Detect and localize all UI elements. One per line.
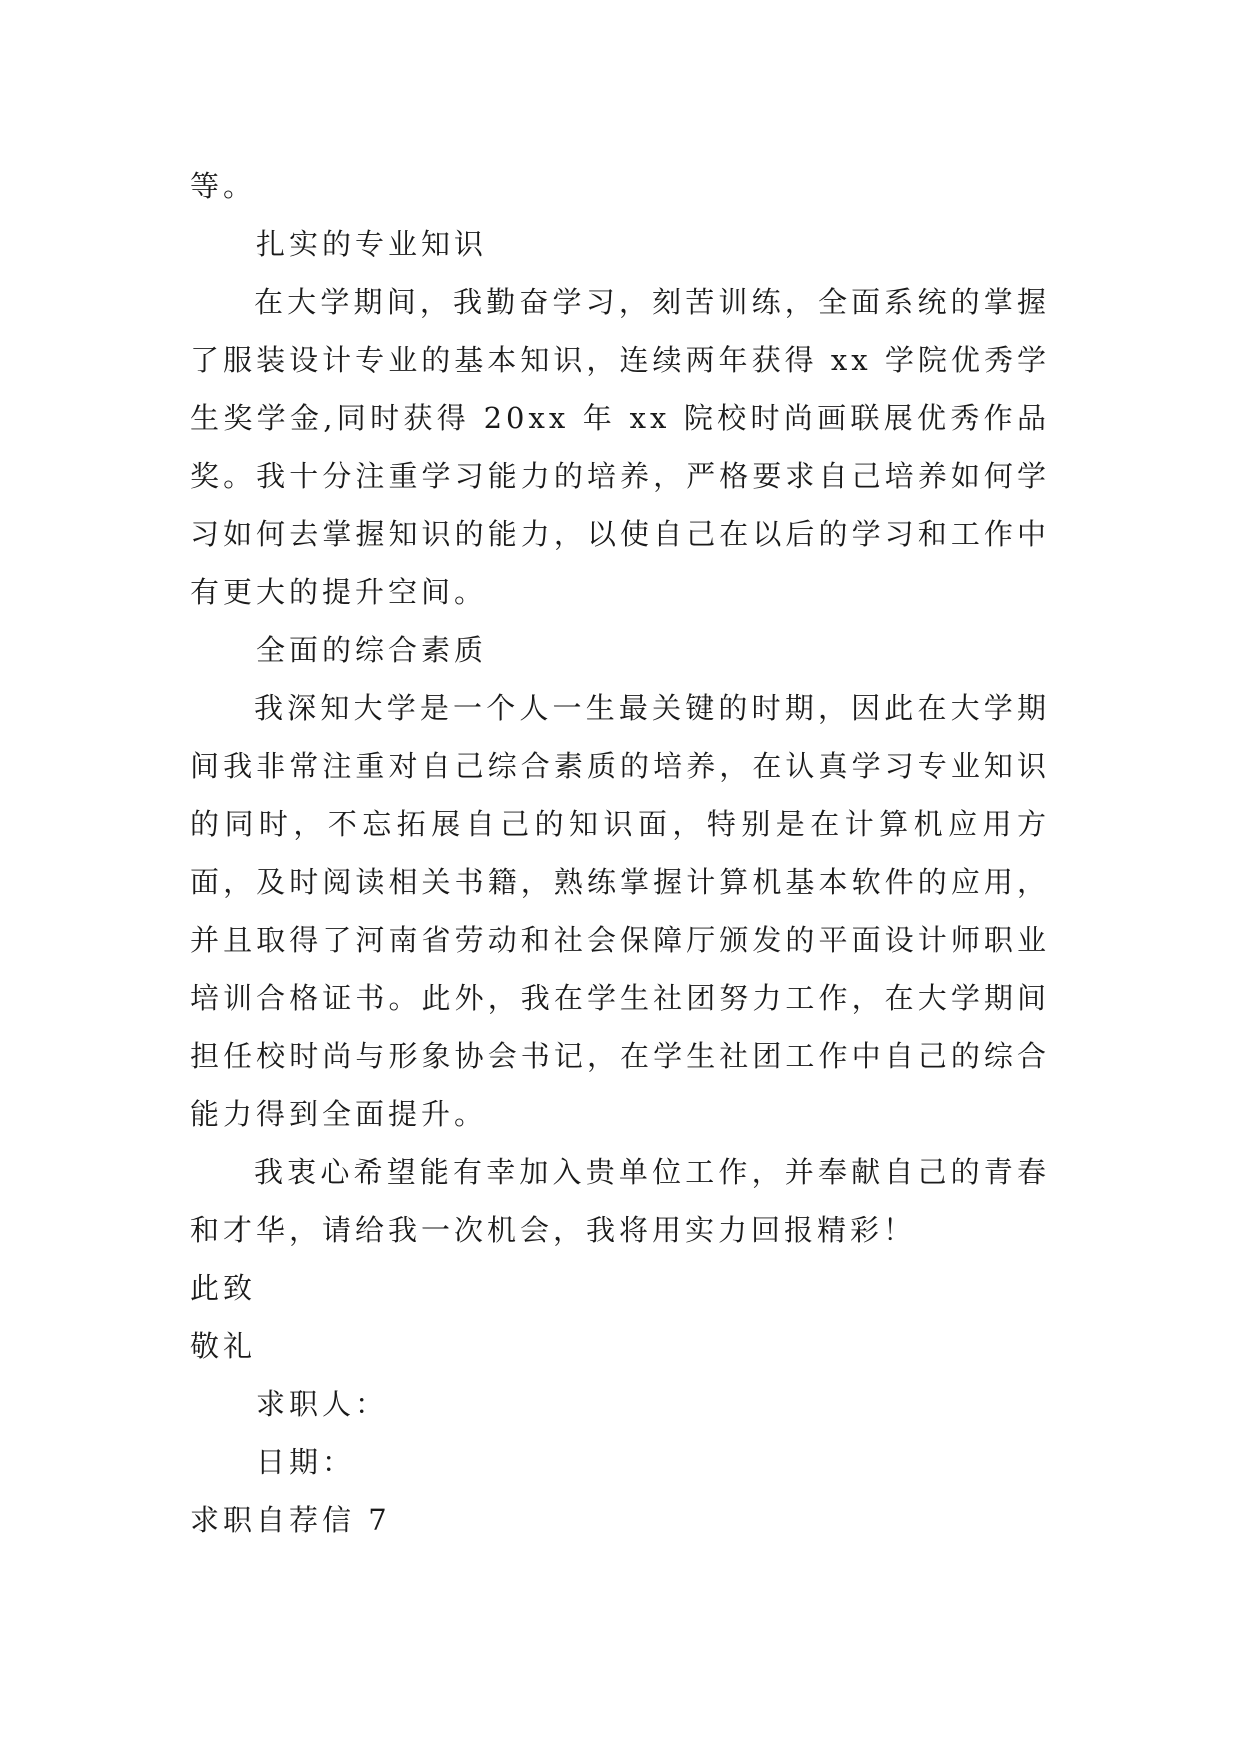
closing-salutation-1: 此致 — [190, 1271, 257, 1305]
paragraph-overall-quality: 我深知大学是一个人一生最关键的时期，因此在大学期间我非常注重对自己综合素质的培养，在认真学习专业知识的同时，不忘拓展自己的知识面，特别是在计算机应用方面，及时阅读相关书籍，熟练掌握计算机基本软件的应用，并且取得了河南省劳动和社会保障厅颁发的平面设计师职业培训合格证书。此外，我在学生社团努力工作，在大学期间担任校时尚与形象协会书记，在学生社团工作中自己的综合能力得到全面提升。 — [190, 691, 1050, 1131]
document-body — [190, 157, 1050, 1549]
next-letter-title: 求职自荐信 7 — [190, 1503, 391, 1537]
paragraph-professional-knowledge: 在大学期间，我勤奋学习，刻苦训练，全面系统的掌握了服装设计专业的基本知识，连续两年获得 xx 学院优秀学生奖学金,同时获得 20xx 年 xx 院校时尚画联展优秀作品奖。我十分注重学习能力的培养，严格要求自己培养如何学习如何去掌握知识的能力，以使自己在以后的学习和工作中有更大的提升空间。 — [190, 285, 1050, 609]
closing-salutation-2: 敬礼 — [190, 1329, 257, 1363]
applicant-label: 求职人： — [256, 1387, 389, 1421]
date-label: 日期： — [256, 1445, 356, 1479]
paragraph-closing-wish: 我衷心希望能有幸加入贵单位工作，并奉献自己的青春和才华，请给我一次机会，我将用实力回报精彩！ — [190, 1155, 1050, 1247]
section-heading-overall-quality: 全面的综合素质 — [256, 633, 488, 667]
section-heading-professional-knowledge: 扎实的专业知识 — [256, 227, 488, 261]
continued-fragment: 等。 — [190, 169, 257, 203]
